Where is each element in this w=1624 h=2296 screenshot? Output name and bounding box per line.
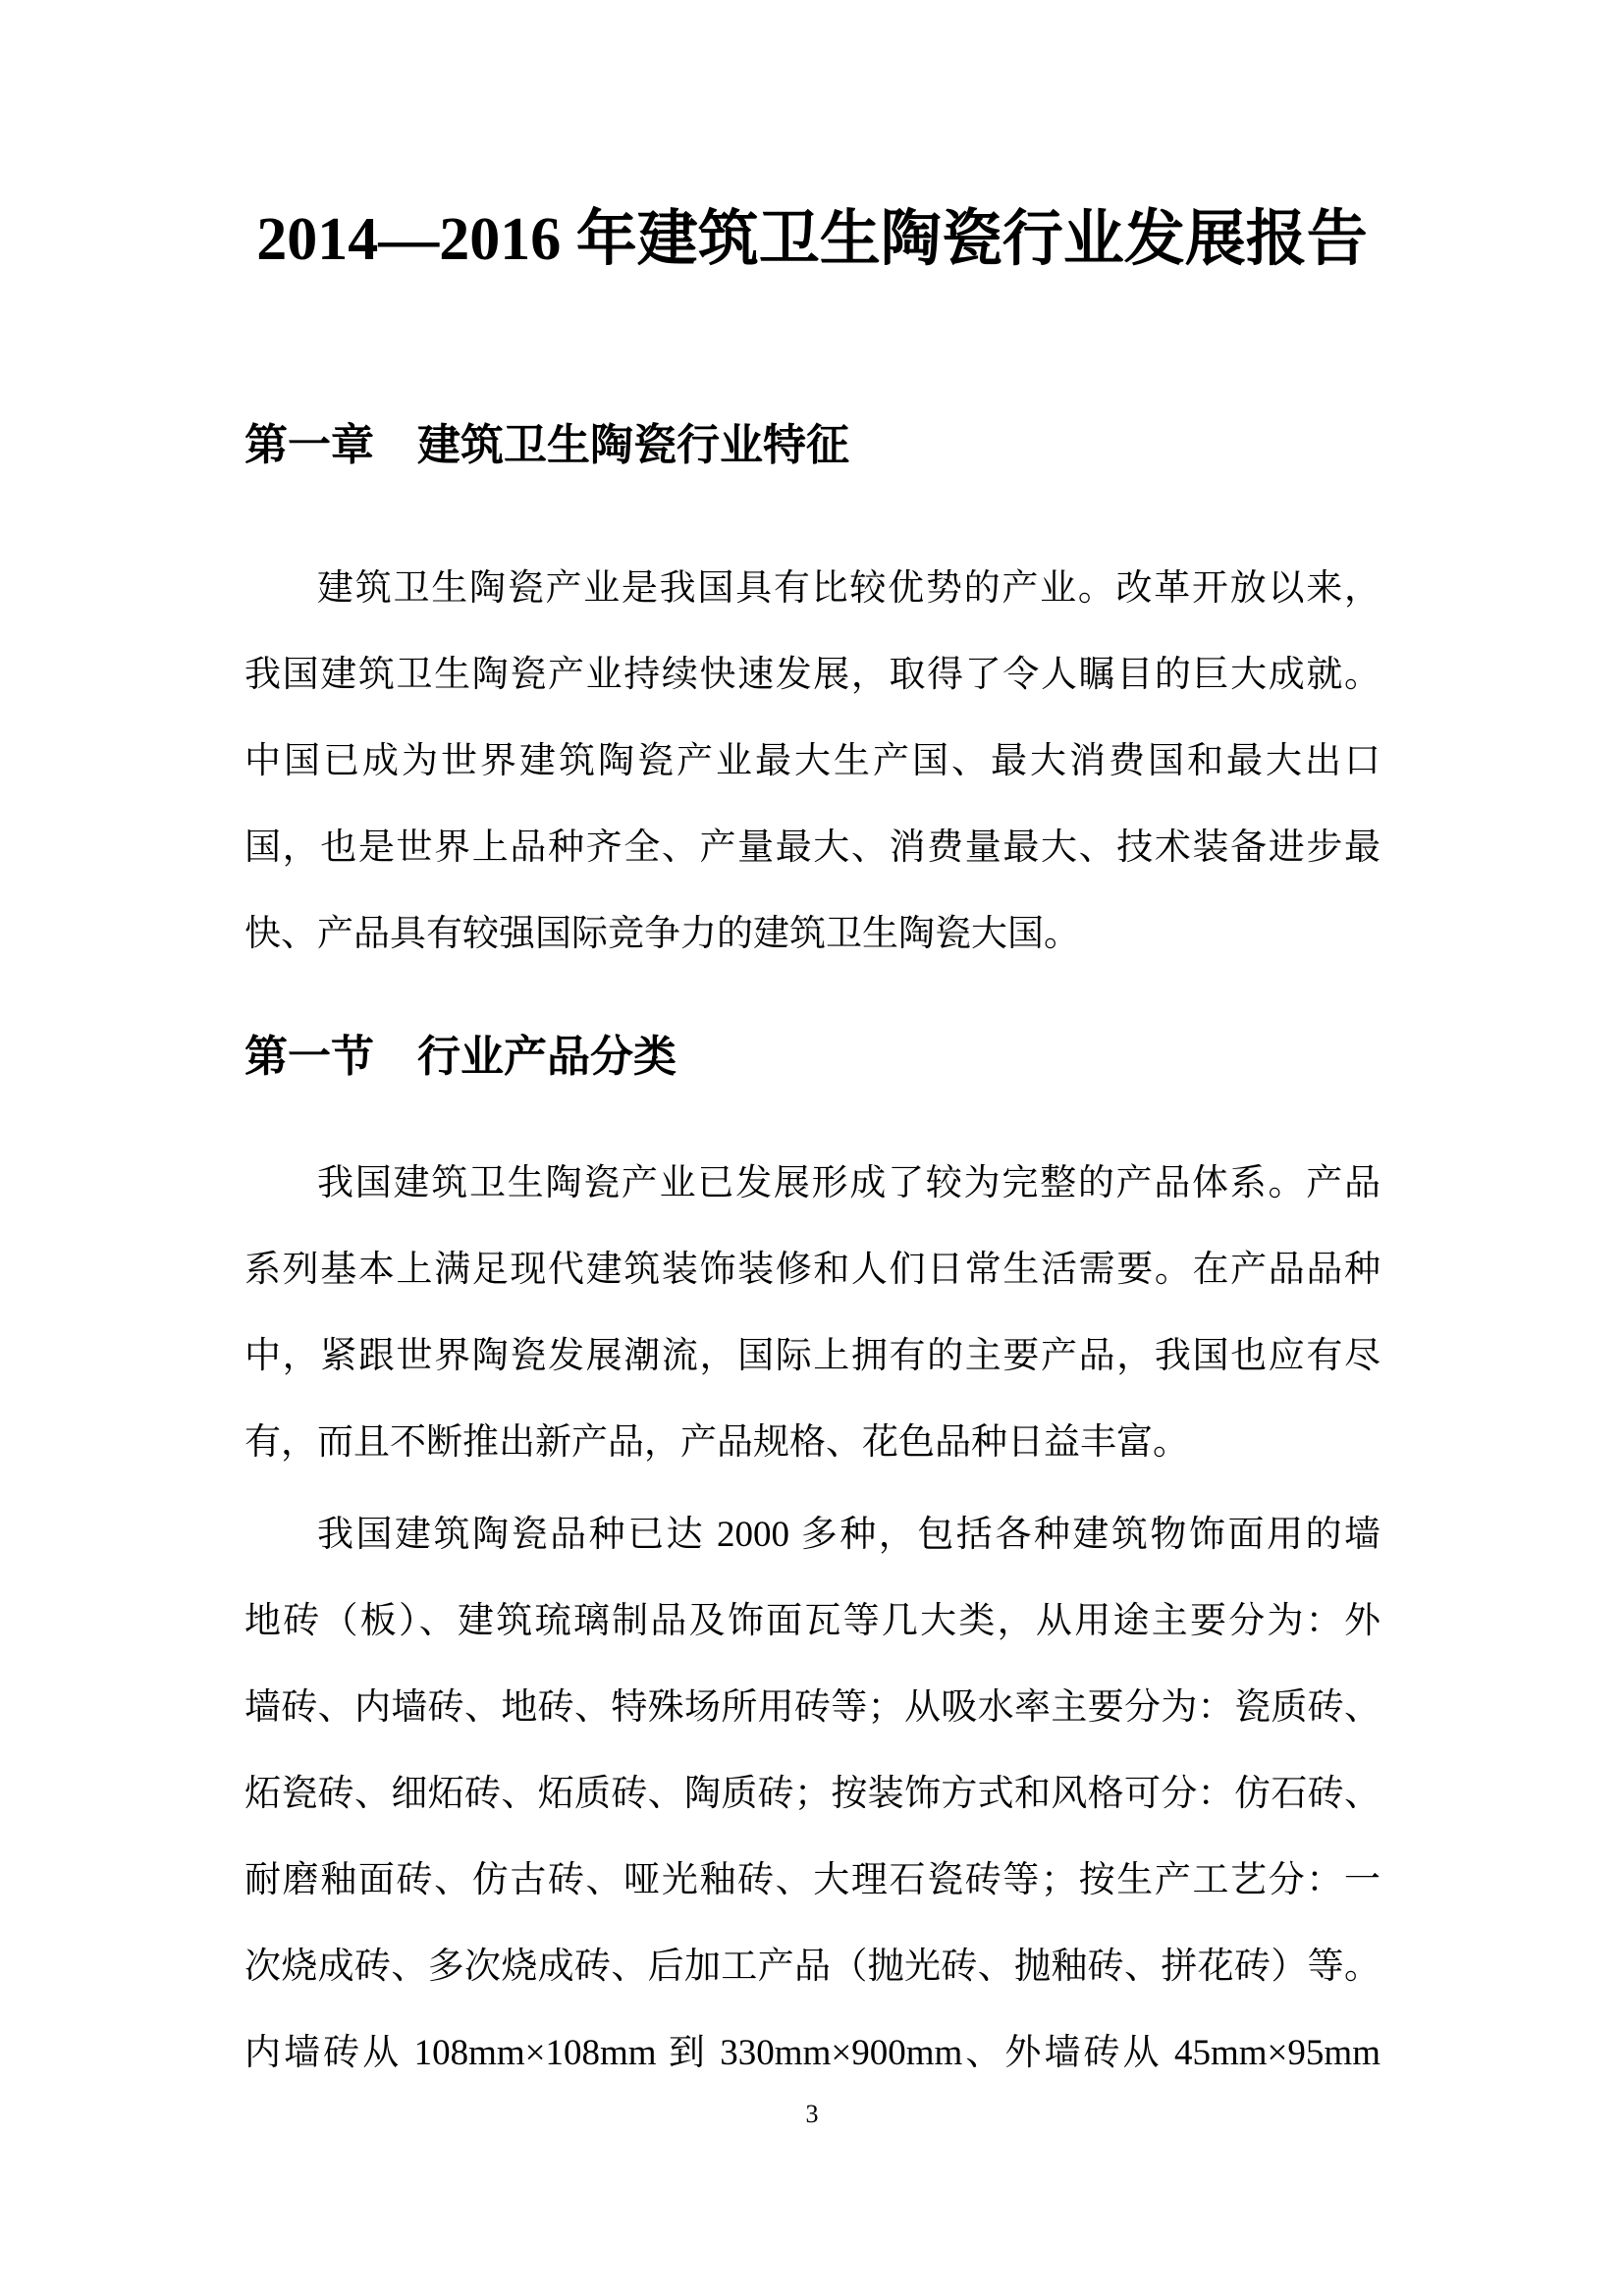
body-line: 有，而且不断推出新产品，产品规格、花色品种日益丰富。 bbox=[244, 1422, 1189, 1463]
body-line: 中，紧跟世界陶瓷发展潮流，国际上拥有的主要产品，我国也应有尽 bbox=[244, 1336, 1380, 1376]
body-line: 次烧成砖、多次烧成砖、后加工产品（抛光砖、抛釉砖、拼花砖）等。 bbox=[244, 1947, 1380, 1987]
body-line: 系列基本上满足现代建筑装饰装修和人们日常生活需要。在产品品种 bbox=[244, 1250, 1380, 1290]
section-heading: 第一节 行业产品分类 bbox=[244, 1033, 677, 1081]
body-line: 建筑卫生陶瓷产业是我国具有比较优势的产业。改革开放以来， bbox=[317, 568, 1380, 609]
body-line: 耐磨釉面砖、仿古砖、哑光釉砖、大理石瓷砖等；按生产工艺分：一 bbox=[244, 1860, 1380, 1900]
body-line: 地砖（板）、建筑琉璃制品及饰面瓦等几大类，从用途主要分为：外 bbox=[244, 1601, 1380, 1641]
document-title: 2014—2016 年建筑卫生陶瓷行业发展报告 bbox=[256, 206, 1368, 273]
chapter-heading: 第一章 建筑卫生陶瓷行业特征 bbox=[244, 421, 849, 469]
paragraph-1 bbox=[244, 546, 1380, 978]
body-line: 我国建筑陶瓷品种已达 2000 多种，包括各种建筑物饰面用的墙 bbox=[317, 1515, 1380, 1555]
body-line: 墙砖、内墙砖、地砖、特殊场所用砖等；从吸水率主要分为：瓷质砖、 bbox=[244, 1687, 1380, 1728]
body-line: 中国已成为世界建筑陶瓷产业最大生产国、最大消费国和最大出口 bbox=[244, 741, 1380, 781]
body-line: 我国建筑卫生陶瓷产业已发展形成了较为完整的产品体系。产品 bbox=[317, 1163, 1380, 1203]
page-number: 3 bbox=[805, 2100, 819, 2128]
body-line: 内墙砖从 108mm×108mm 到 330mm×900mm、外墙砖从 45mm×95mm bbox=[244, 2033, 1380, 2073]
body-line: 炻瓷砖、细炻砖、炻质砖、陶质砖；按装饰方式和风格可分：仿石砖、 bbox=[244, 1774, 1380, 1814]
paragraph-2 bbox=[244, 1141, 1380, 1486]
paragraph-3 bbox=[244, 1492, 1380, 2097]
body-line: 我国建筑卫生陶瓷产业持续快速发展，取得了令人瞩目的巨大成就。 bbox=[244, 655, 1380, 695]
body-line: 国，也是世界上品种齐全、产量最大、消费量最大、技术装备进步最 bbox=[244, 828, 1380, 868]
body-line: 快、产品具有较强国际竞争力的建筑卫生陶瓷大国。 bbox=[244, 914, 1080, 954]
